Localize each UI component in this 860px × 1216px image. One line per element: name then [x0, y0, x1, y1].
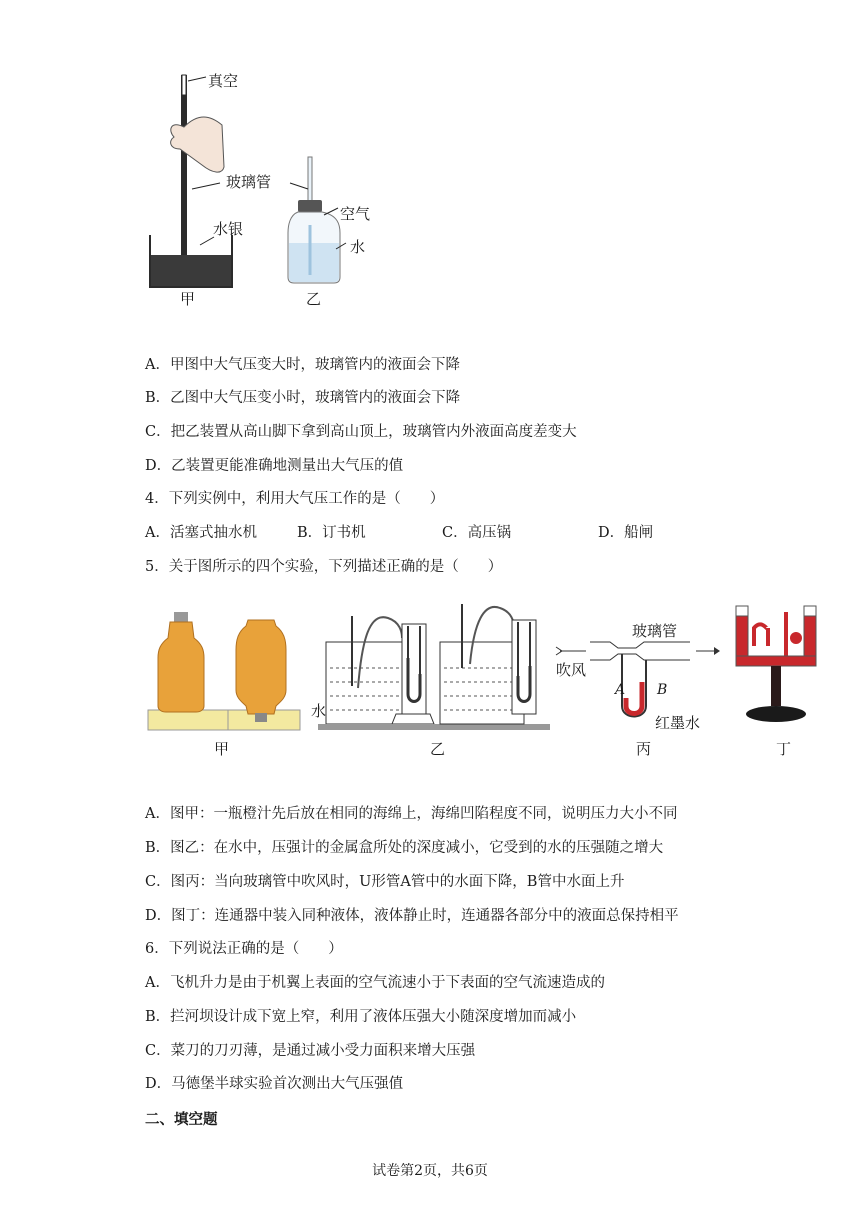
bottle-barometer — [288, 157, 340, 283]
q3-option-b: B．乙图中大气压变小时，玻璃管内的液面会下降 — [145, 390, 461, 406]
q5-option-d: D．图丁：连通器中装入同种液体，液体静止时，连通器各部分中的液面总保持相平 — [145, 908, 679, 924]
q6-option-b: B．拦河坝设计成下宽上窄，利用了液体压强大小随深度增加而减小 — [145, 1009, 577, 1025]
orange-juice-bottles — [148, 612, 300, 730]
hand-icon — [171, 117, 224, 172]
q3-option-c: C．把乙装置从高山脚下拿到高山顶上，玻璃管内外液面高度差变大 — [145, 424, 577, 440]
torricelli-tube — [150, 75, 232, 287]
label-water: 水 — [350, 238, 366, 256]
q5-option-a: A．图甲：一瓶橙汁先后放在相同的海绵上，海绵凹陷程度不同，说明压力大小不同 — [145, 806, 678, 822]
figure-four-experiments — [140, 598, 820, 738]
q5-label-a: A — [615, 682, 626, 698]
q6-option-a: A．飞机升力是由于机翼上表面的空气流速小于下表面的空气流速造成的 — [145, 975, 605, 991]
q3-option-d: D．乙装置更能准确地测量出大气压的值 — [145, 458, 404, 474]
pressure-gauges — [318, 604, 550, 730]
label-air: 空气 — [340, 205, 371, 223]
q6-stem: 6．下列说法正确的是（ ） — [145, 941, 343, 957]
q5-label-ding: 丁 — [776, 740, 792, 758]
q5-label-water: 水 — [311, 702, 327, 720]
q5-option-c: C．图丙：当向玻璃管中吹风时，U形管A管中的水面下降，B管中水面上升 — [145, 874, 625, 890]
q5-label-glass-tube: 玻璃管 — [632, 622, 678, 640]
label-mercury: 水银 — [213, 220, 244, 238]
label-jia: 甲 — [180, 290, 196, 308]
q6-option-d: D．马德堡半球实验首次测出大气压强值 — [145, 1076, 404, 1092]
q5-label-yi: 乙 — [430, 740, 446, 758]
q4-option-c: C．高压锅 — [442, 525, 512, 541]
q5-stem: 5．关于图所示的四个实验，下列描述正确的是（ ） — [145, 559, 503, 575]
q4-stem: 4．下列实例中，利用大气压工作的是（ ） — [145, 491, 445, 507]
q3-option-a: A．甲图中大气压变大时，玻璃管内的液面会下降 — [145, 357, 460, 373]
q5-label-jia: 甲 — [214, 740, 230, 758]
q5-label-bing: 丙 — [636, 740, 652, 758]
page-footer: 试卷第2页，共6页 — [372, 1163, 488, 1179]
label-vacuum: 真空 — [208, 72, 239, 90]
section-heading: 二、填空题 — [145, 1111, 218, 1128]
label-yi: 乙 — [306, 290, 322, 308]
q6-option-c: C．菜刀的刀刃薄，是通过减小受力面积来增大压强 — [145, 1043, 476, 1059]
q5-label-b: B — [657, 682, 668, 698]
label-glass-tube: 玻璃管 — [226, 173, 272, 191]
q4-option-a: A．活塞式抽水机 — [145, 525, 257, 541]
q4-option-b: B．订书机 — [297, 525, 366, 541]
q5-option-b: B．图乙：在水中，压强计的金属盒所处的深度减小，它受到的水的压强随之增大 — [145, 840, 664, 856]
communicating-vessel — [736, 606, 816, 722]
q5-label-blow: 吹风 — [556, 661, 587, 679]
q4-option-d: D．船闸 — [598, 525, 654, 541]
q5-label-red-ink: 红墨水 — [655, 714, 701, 732]
